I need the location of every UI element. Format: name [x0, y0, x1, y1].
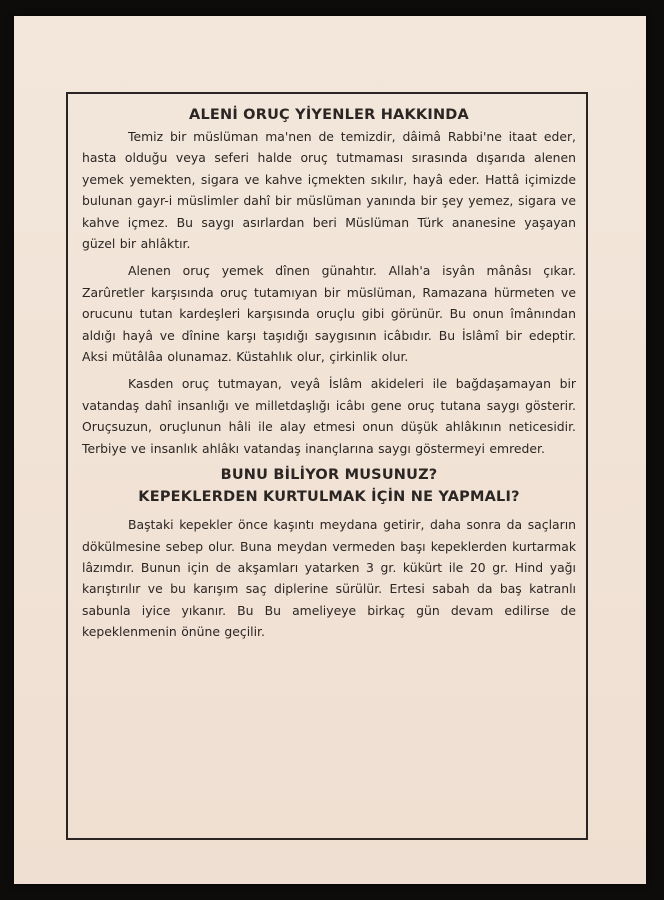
- section2-heading-2: KEPEKLERDEN KURTULMAK İÇİN NE YAPMALI?: [138, 489, 520, 506]
- section2-heading-1: BUNU BİLİYOR MUSUNUZ?: [220, 467, 438, 484]
- section2-paragraph: Baştaki kepekler önce kaşıntı meydana getirir, daha sonra da saçların dökülmesine sebep olur. Buna meydan vermeden başı kepeklerden kurtarmak lâzımdır. Bunun için de akşamları yatarken 3 gr. kükürt ile 20 gr. Hind yağı karıştırılır ve bu karışım saç diplerine sürülür. Ertesi sabah da baş katranlı sabunla iyice yıkanır. Bu Bu ameliyeye birkaç gün devam edilirse de kepeklenmenin önüne geçilir.: [82, 517, 576, 640]
- paragraph-1: Temiz bir müslüman ma'nen de temizdir, dâimâ Rabbi'ne itaat eder, hasta olduğu veya seferi halde oruç tutmaması sırasında dışarıda alenen yemek yemekten, sigara ve kahve içmekten sıkılır, hayâ eder. Hattâ içimizde bulunan gayr-i müslimler dahî bir müslüman yanında bir şey yemez, sigara ve kahve içmez. Bu saygı asırlardan beri Müslüman Türk ananesine yaşayan güzel bir ahlâktır.: [82, 129, 576, 252]
- paragraph-3: Kasden oruç tutmayan, veyâ İslâm akideleri ile bağdaşamayan bir vatandaş dahî insanlığı ve milletdaşlığı icâbı gene oruç tutana saygı gösterir. Oruçsuzun, oruçlunun hâli ile alay etmesi onun düşük ahlâkının neticesidir. Terbiye ve insanlık ahlâkı vatandaş inançlarına saygı göstermeyi emreder.: [82, 376, 576, 456]
- article-title: ALENİ ORUÇ YİYENLER HAKKINDA: [189, 107, 469, 123]
- article-content: [82, 104, 576, 649]
- paragraph-2: Alenen oruç yemek dînen günahtır. Allah'a isyân mânâsı çıkar. Zarûretler karşısında oruç tutamıyan bir müslüman, Ramazana hürmeten ve orucunu tutan kardeşleri karşısında oruçlu gibi görünür. Bu onun îmânından aldığı hayâ ve dînine karşı taşıdığı saygısının icâbıdır. Bu İslâmî bir edeptir. Aksi mütâlâa olunamaz. Küstahlık olur, çirkinlik olur.: [82, 263, 576, 365]
